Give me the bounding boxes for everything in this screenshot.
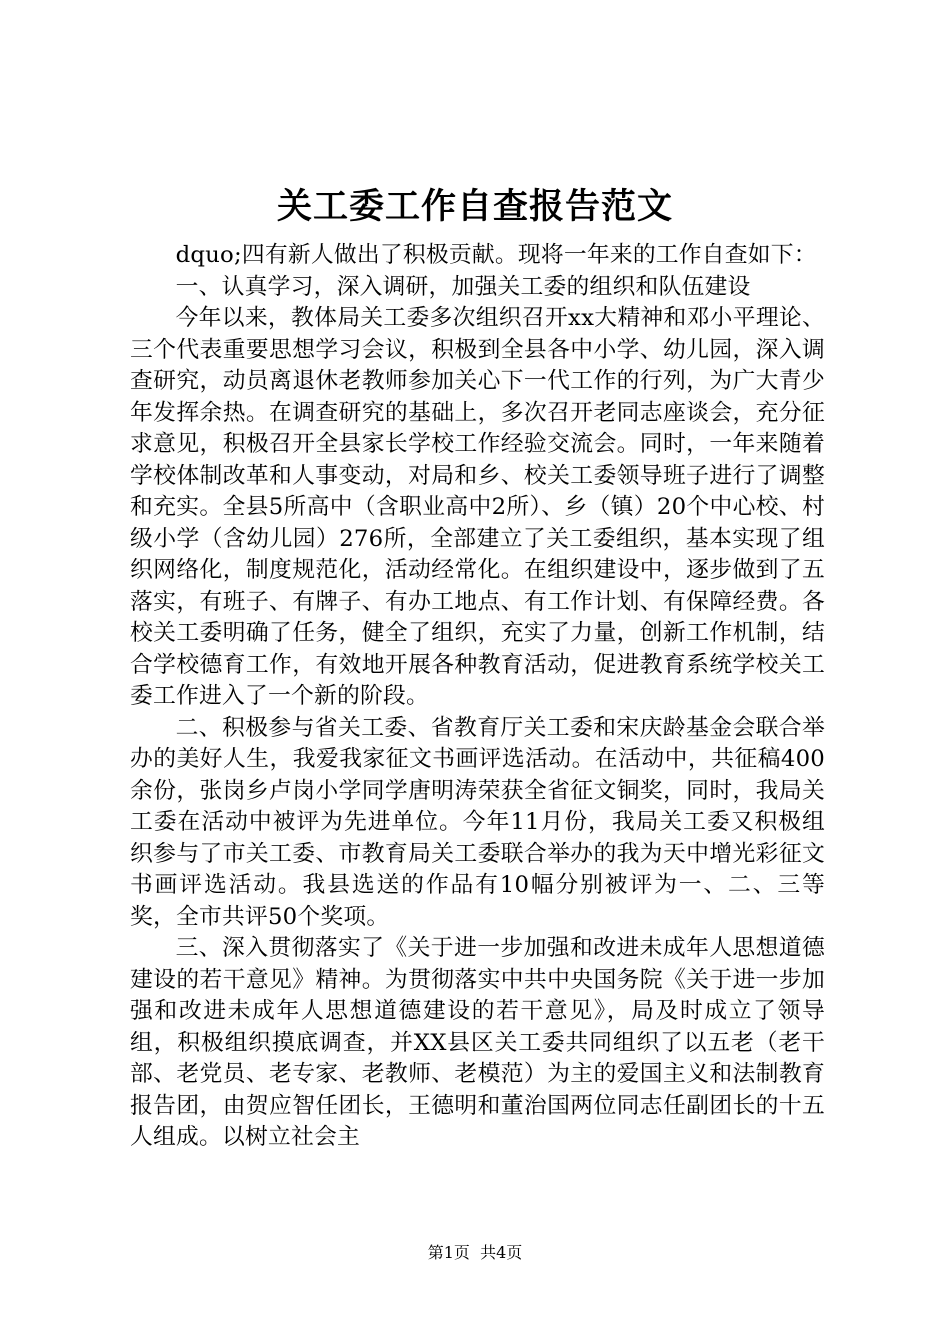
page-number-footer: 第1页 共4页 — [427, 1243, 523, 1262]
document-body — [130, 240, 825, 1154]
paragraph-intro: dquo;四有新人做出了积极贡献。现将一年来的工作自查如下： — [175, 242, 817, 268]
document-title: 关工委工作自查报告范文 — [276, 186, 673, 227]
paragraph-section-1: 今年以来，教体局关工委多次组织召开xx大精神和邓小平理论、三个代表重要思想学习会议，积极到全县各中小学、幼儿园，深入调查研究，动员离退休老教师参加关心下一代工作的行列，为广大青少年发挥余热。在调查研究的基础上，多次召开老同志座谈会，充分征求意见，积极召开全县家长学校工作经验交流会。同时，一年来随着学校体制改革和人事变动，对局和乡、校关工委领导班子进行了调整和充实。全县5所高中（含职业高中2所）、乡（镇）20个中心校、村级小学（含幼儿园）276所，全部建立了关工委组织，基本实现了组织网络化，制度规范化，活动经常化。在组织建设中，逐步做到了五落实，有班子、有牌子、有办工地点、有工作计划、有保障经费。各校关工委明确了任务，健全了组织，充实了力量，创新工作机制，结合学校德育工作，有效地开展各种教育活动，促进教育系统学校关工委工作进入了一个新的阶段。 — [130, 305, 825, 709]
paragraph-section-3: 三、深入贯彻落实了《关于进一步加强和改进未成年人思想道德建设的若干意见》精神。为贯彻落实中共中央国务院《关于进一步加强和改进未成年人思想道德建设的若干意见》，局及时成立了领导组，积极组织摸底调查，并XX县区关工委共同组织了以五老（老干部、老党员、老专家、老教师、老模范）为主的爱国主义和法制教育报告团，由贺应智任团长，王德明和董治国两位同志任副团长的十五人组成。以树立社会主 — [130, 935, 825, 1150]
paragraph-section-2: 二、积极参与省关工委、省教育厅关工委和宋庆龄基金会联合举办的美好人生，我爱我家征文书画评选活动。在活动中，共征稿400余份，张岗乡卢岗小学同学唐明涛荣获全省征文铜奖，同时，我局关工委在活动中被评为先进单位。今年11月份，我局关工委又积极组织参与了市关工委、市教育局关工委联合举办的我为天中增光彩征文书画评选活动。我县选送的作品有10幅分别被评为一、二、三等奖，全市共评50个奖项。 — [130, 714, 825, 930]
section-heading-1: 一、认真学习，深入调研，加强关工委的组织和队伍建设 — [175, 273, 751, 300]
